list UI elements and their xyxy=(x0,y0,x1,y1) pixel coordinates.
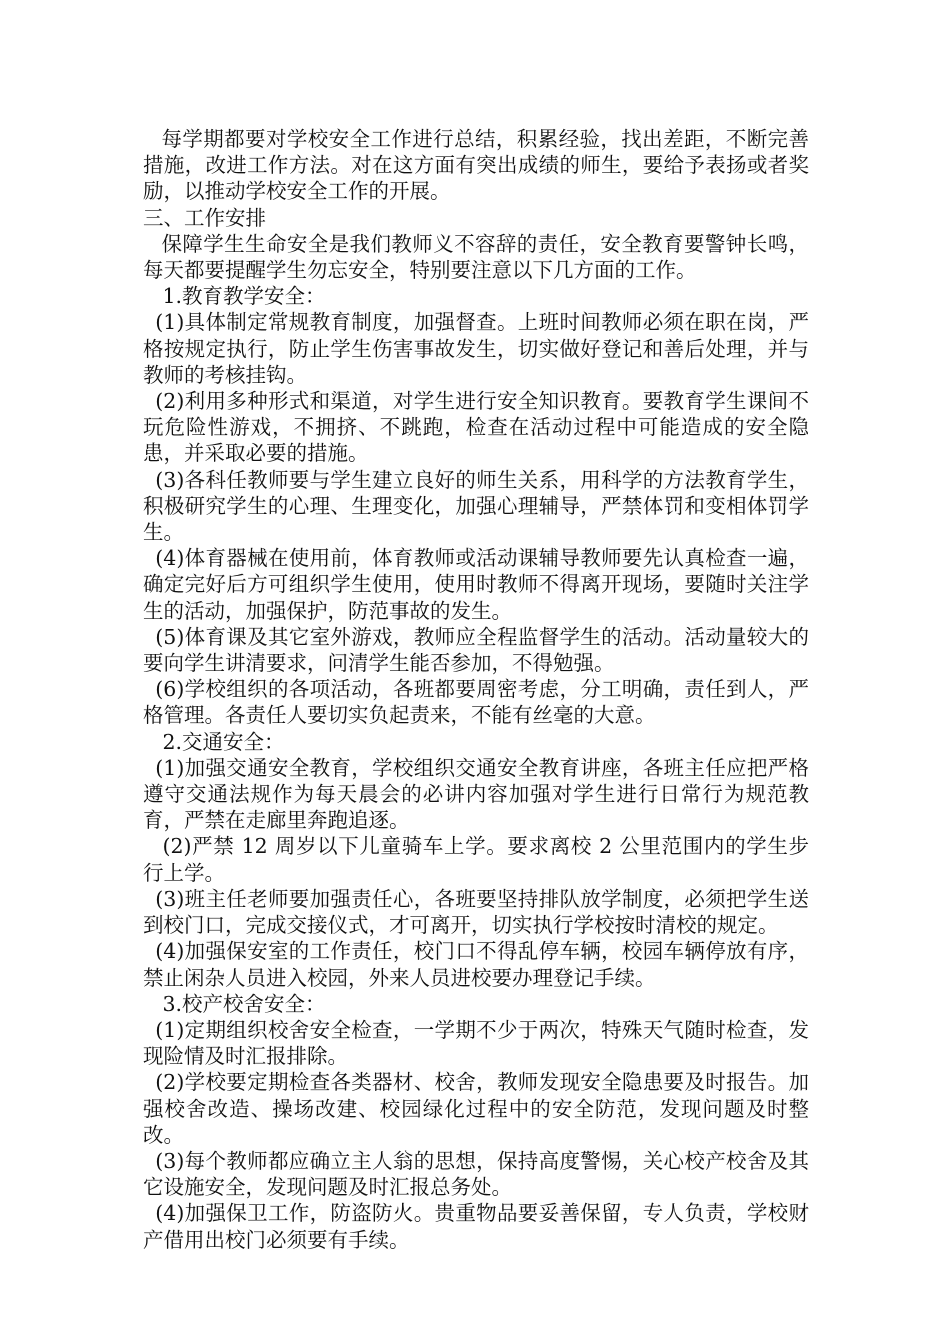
subheading-traffic-safety: 2.交通安全： xyxy=(162,729,285,754)
subheading-property-safety: 3.校产校舍安全： xyxy=(162,991,326,1016)
subheading-teaching-safety: 1.教育教学安全： xyxy=(162,284,326,309)
list-item: (3)各科任教师要与学生建立良好的师生关系，用科学的方法教育学生，积极研究学生的心理、生理变化，加强心理辅导，严禁体罚和变相体罚学生。 xyxy=(143,467,809,545)
list-item: (5)体育课及其它室外游戏，教师应全程监督学生的活动。活动量较大的要向学生讲清要求，问清学生能否参加，不得勉强。 xyxy=(143,624,809,676)
list-item: (1)加强交通安全教育，学校组织交通安全教育讲座，各班主任应把严格遵守交通法规作为每天晨会的必讲内容加强对学生进行日常行为规范教育，严禁在走廊里奔跑追逐。 xyxy=(143,755,809,833)
document-body xyxy=(143,126,809,1253)
list-item: (3)班主任老师要加强责任心，各班要坚持排队放学制度，必须把学生送到校门口，完成交接仪式，才可离开，切实执行学校按时清校的规定。 xyxy=(143,886,809,938)
list-item: (3)每个教师都应确立主人翁的思想，保持高度警惕，关心校产校舍及其它设施安全，发现问题及时汇报总务处。 xyxy=(143,1148,809,1200)
list-item: (1)具体制定常规教育制度，加强督查。上班时间教师必须在职在岗，严格按规定执行，防止学生伤害事故发生，切实做好登记和善后处理，并与教师的考核挂钩。 xyxy=(143,310,809,387)
list-item: (2)严禁 12 周岁以下儿童骑车上学。要求离校 2 公里范围内的学生步行上学。 xyxy=(143,834,809,885)
list-item: (2)利用多种形式和渠道，对学生进行安全知识教育。要教育学生课间不玩危险性游戏，不拥挤、不跳跑，检查在活动过程中可能造成的安全隐患，并采取必要的措施。 xyxy=(143,389,809,466)
paragraph-intro: 保障学生生命安全是我们教师义不容辞的责任，安全教育要警钟长鸣，每天都要提醒学生勿忘安全，特别要注意以下几方面的工作。 xyxy=(143,231,809,283)
list-item: (4)体育器械在使用前，体育教师或活动课辅导教师要先认真检查一遍，确定完好后方可组织学生使用，使用时教师不得离开现场，要随时关注学生的活动，加强保护，防范事故的发生。 xyxy=(143,546,809,623)
list-item: (4)加强保卫工作，防盗防火。贵重物品要妥善保留，专人负责，学校财产借用出校门必须要有手续。 xyxy=(143,1201,809,1252)
list-item: (1)定期组织校舍安全检查，一学期不少于两次，特殊天气随时检查，发现险情及时汇报排除。 xyxy=(143,1017,809,1069)
section-heading-work-arrangement: 三、工作安排 xyxy=(143,205,266,230)
paragraph-summary: 每学期都要对学校安全工作进行总结，积累经验，找出差距，不断完善措施，改进工作方法。对在这方面有突出成绩的师生，要给予表扬或者奖励，以推动学校安全工作的开展。 xyxy=(143,127,809,204)
list-item: (2)学校要定期检查各类器材、校舍，教师发现安全隐患要及时报告。加强校舍改造、操场改建、校园绿化过程中的安全防范，发现问题及时整改。 xyxy=(143,1070,809,1147)
list-item: (6)学校组织的各项活动，各班都要周密考虑，分工明确，责任到人，严格管理。各责任人要切实负起责来，不能有丝毫的大意。 xyxy=(143,677,809,728)
list-item: (4)加强保安室的工作责任，校门口不得乱停车辆，校园车辆停放有序，禁止闲杂人员进入校园，外来人员进校要办理登记手续。 xyxy=(143,939,809,990)
